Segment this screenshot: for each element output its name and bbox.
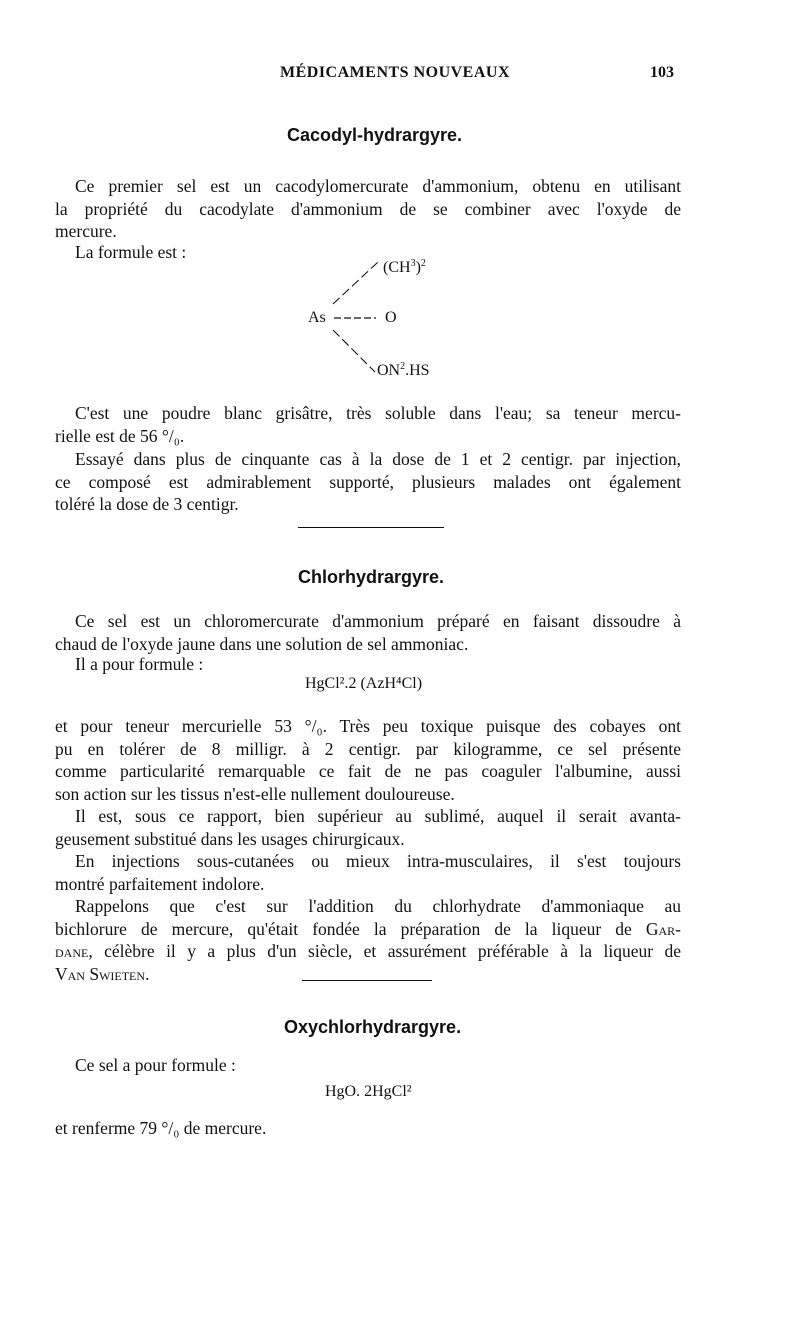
- author-name-gardane: dane: [55, 941, 89, 961]
- author-name-gardane: Gar-: [645, 918, 681, 939]
- section-title-chlorhydrargyre: Chlorhydrargyre.: [298, 567, 445, 587]
- cacodyl-paragraph-3: [55, 448, 681, 516]
- chlor-paragraph-1: [55, 610, 681, 655]
- section-divider: [302, 980, 432, 981]
- chlor-paragraph-4: [55, 850, 681, 895]
- formula-oxychlorhydrargyre: HgO. 2HgCl²: [325, 1083, 412, 1100]
- text-line: la propriété du cacodylate d'ammonium de se combiner avec l'oxyde de: [55, 198, 681, 219]
- text-line: dane, célèbre il y a plus d'un siècle, et assurément préférable à la liqueur de: [55, 941, 681, 961]
- formula-chlorhydrargyre: HgCl².2 (AzH⁴Cl): [305, 675, 423, 692]
- text-line: Essayé dans plus de cinquante cas à la dose de 1 et 2 centigr. par injection,: [75, 449, 681, 469]
- cacodyl-paragraph-2: [55, 402, 681, 447]
- formula-on-label: $ON^2.HS$: [377, 361, 430, 379]
- closing-line: et renferme 79 °/₀ de mercure.: [55, 1118, 267, 1138]
- formula-as-label: As: [308, 309, 326, 326]
- text-line: comme particularité remarquable ce fait de ne pas coaguler l'albumine, aussi: [55, 761, 681, 781]
- section-title-oxychlorhydrargyre: Oxychlorhydrargyre.: [284, 1017, 462, 1037]
- text-line: En injections sous-cutanées ou mieux intra-musculaires, il s'est toujours: [75, 851, 681, 871]
- text-line: son action sur les tissus n'est-elle nullement douloureuse.: [55, 783, 455, 804]
- formula-intro: La formule est :: [75, 242, 187, 262]
- chlor-paragraph-3: [55, 805, 681, 850]
- text-line: montré parfaitement indolore.: [55, 873, 265, 894]
- section-divider: [298, 527, 444, 528]
- text-line: Van Swieten.: [55, 963, 150, 984]
- chlor-paragraph-2: [55, 715, 681, 805]
- formula-o-label: O: [385, 309, 397, 326]
- text-line: rielle est de 56 °/₀.: [55, 425, 185, 446]
- text-line: C'est une poudre blanc grisâtre, très soluble dans l'eau; sa teneur mercu-: [75, 403, 681, 423]
- bond-as-on: [333, 330, 375, 372]
- text-line: et pour teneur mercurielle 53 °/₀. Très peu toxique puisque des cobayes ont: [55, 716, 681, 736]
- formula-bonds: [0, 0, 800, 400]
- text-line: chaud de l'oxyde jaune dans une solution de sel ammoniac.: [55, 633, 469, 654]
- running-title: MÉDICAMENTS NOUVEAUX: [280, 64, 511, 81]
- formula-ch3-label: $(CH^3)^2$: [383, 258, 426, 276]
- author-name-van-swieten: Van Swieten: [55, 963, 146, 984]
- text-line: Il est, sous ce rapport, bien supérieur au sublimé, auquel il serait avanta-: [75, 806, 681, 826]
- chlor-paragraph-5: [55, 895, 681, 985]
- text-line: Ce premier sel est un cacodylomercurate d'ammonium, obtenu en utilisant: [75, 176, 681, 196]
- text-line: pu en tolérer de 8 milligr. à 2 centigr. par kilogramme, ce sel présente: [55, 738, 681, 759]
- text-line: geusement substitué dans les usages chirurgicaux.: [55, 828, 405, 849]
- formula-intro: Il a pour formule :: [75, 654, 204, 674]
- text-line: mercure.: [55, 221, 117, 241]
- page-number: 103: [650, 64, 674, 81]
- text-line: bichlorure de mercure, qu'était fondée la préparation de la liqueur de Gar-: [55, 918, 681, 939]
- text-line: Ce sel est un chloromercurate d'ammonium préparé en faisant dissoudre à: [75, 611, 681, 631]
- section-title-cacodyl: Cacodyl-hydrargyre.: [287, 125, 463, 145]
- bond-as-ch3: [333, 262, 378, 304]
- text-line: ce composé est admirablement supporté, plusieurs malades ont également: [55, 471, 681, 492]
- formula-intro: Ce sel a pour formule :: [75, 1055, 236, 1075]
- text-line: Rappelons que c'est sur l'addition du chlorhydrate d'ammoniaque au: [75, 896, 681, 916]
- text-line: toléré la dose de 3 centigr.: [55, 494, 239, 514]
